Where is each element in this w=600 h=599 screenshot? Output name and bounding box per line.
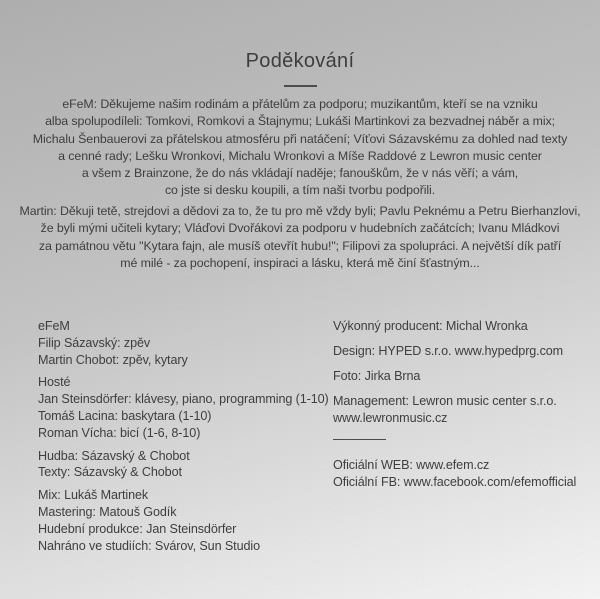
acknowledgement-text-line: alba spolupodíleli: Tomkovi, Romkovi a Štajnymu; Lukáši Martinkovi za bezvadnej náběr a mix;: [45, 114, 555, 129]
title-divider: [284, 85, 317, 87]
acknowledgement-text-line: Martin: Děkuji tetě, strejdovi a dědovi za to, že tu pro mě vždy byli; Pavlu Peknému a Petru Bierhanzlovi,: [19, 204, 581, 218]
credit-line: Výkonný producent: Michal Wronka: [333, 319, 528, 333]
credit-line: Oficiální WEB: www.efem.cz: [333, 458, 490, 473]
credits-right-column: [333, 318, 583, 499]
credit-line: Mastering: Matouš Godík: [38, 504, 177, 519]
acknowledgement-paragraph-efem: [0, 96, 600, 200]
credits-left-column: [38, 318, 328, 560]
page-title: Poděkování: [245, 50, 355, 72]
credit-line: Oficiální FB: www.facebook.com/efemofficial: [333, 474, 577, 489]
credit-line: Foto: Jirka Brna: [333, 368, 421, 383]
acknowledgement-text-line: mé milé - za pochopení, inspiraci a lásku, která mě činí šťastným...: [120, 255, 480, 270]
credits-band-group: [38, 318, 328, 368]
credit-line: eFeM: [38, 319, 70, 333]
acknowledgement-text-line: eFeM: Děkujeme našim rodinám a přátelům za podporu; muzikantům, kteří se na vzniku: [62, 97, 538, 111]
credit-executive-producer: [333, 318, 583, 335]
right-column-divider: [333, 439, 386, 441]
credit-line: Management: Lewron music center s.r.o.: [333, 393, 557, 408]
credit-line: Roman Vícha: bicí (1-6, 8-10): [38, 425, 201, 440]
credit-line: Tomáš Lacina: baskytara (1-10): [38, 408, 212, 423]
credit-photo: [333, 368, 583, 385]
credit-line: Jan Steinsdörfer: klávesy, piano, programming (1-10): [38, 392, 329, 407]
credit-management: [333, 393, 583, 427]
acknowledgement-text-line: za památnou větu "Kytara fajn, ale musíš otevřít hubu!"; Filipovi za spolupráci. A největší dík patří: [38, 238, 562, 253]
credit-line: Hosté: [38, 375, 71, 390]
credit-line: Hudební produkce: Jan Steinsdörfer: [38, 521, 237, 536]
acknowledgement-text-line: a cenné rady; Lešku Wronkovi, Michalu Wronkovi a Míše Raddové z Lewron music center: [58, 148, 542, 163]
acknowledgement-text-line: Michalu Šenbauerovi za přátelskou atmosféru při natáčení; Víťovi Sázavskému za dohled nad texty: [32, 131, 568, 146]
credit-line: Filip Sázavský: zpěv: [38, 335, 151, 350]
credits-production-group: [38, 487, 328, 554]
credits-guests-group: [38, 374, 328, 441]
credit-line: Nahráno ve studiích: Svárov, Sun Studio: [38, 538, 260, 553]
acknowledgement-paragraph-martin: [0, 203, 600, 272]
credit-line: Design: HYPED s.r.o. www.hypedprg.com: [333, 343, 564, 358]
credit-line: Texty: Sázavský & Chobot: [38, 465, 182, 480]
credit-line: www.lewronmusic.cz: [333, 410, 448, 425]
credits-writing-group: [38, 448, 328, 482]
acknowledgement-text-line: a všem z Brainzone, že do nás vkládají naděje; fanouškům, že v nás věří; a vám,: [81, 166, 519, 181]
credit-line: Mix: Lukáš Martinek: [38, 488, 149, 503]
credit-design: [333, 343, 583, 360]
acknowledgement-text-line: co jste si desku koupili, a tím naši tvorbu podpořili.: [164, 183, 436, 198]
credit-official-links: [333, 457, 583, 491]
credit-line: Hudba: Sázavský & Chobot: [38, 448, 190, 463]
acknowledgement-text-line: že byli mými učiteli kytary; Vláďovi Dvořákovi za podporu v hudebních začátcích; Ivanu Mládkovi: [40, 221, 560, 236]
credit-line: Martin Chobot: zpěv, kytary: [38, 352, 188, 367]
